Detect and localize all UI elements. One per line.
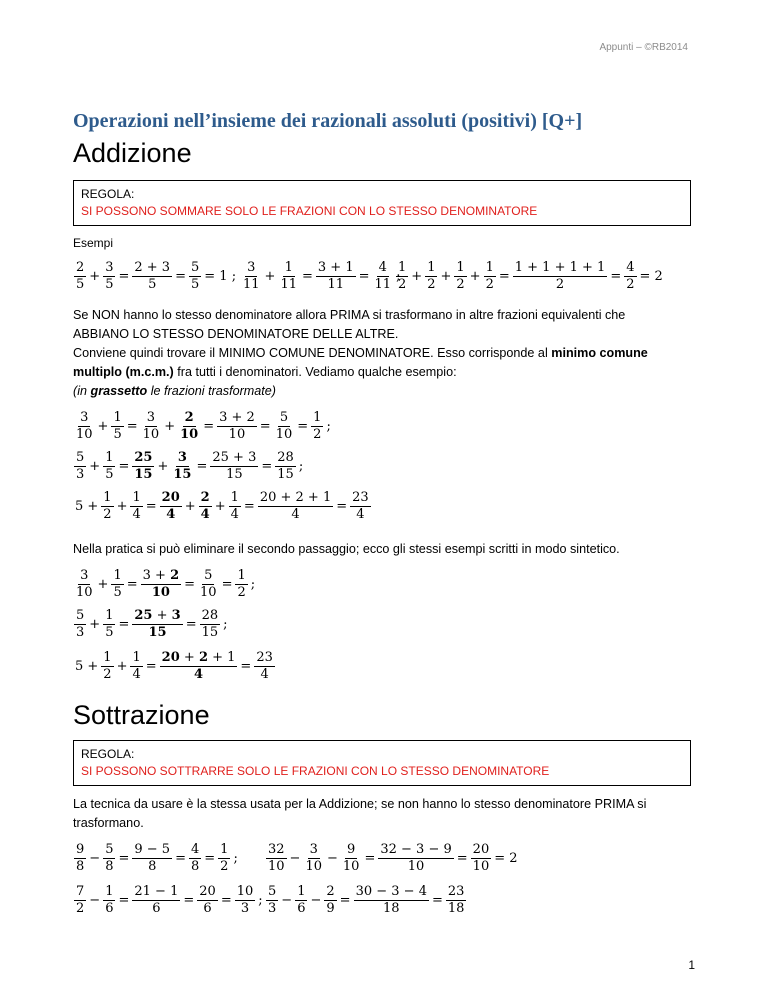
formula-sub-1: 9 8 − $\frac{5}{8}$ = $\frac{9 - 5}{8}$ = $\frac{4}{8}$ = $\frac{1}{2}$ ; — [76, 842, 238, 874]
rule-label: REGOLA: — [81, 747, 135, 761]
rule-text: SI POSSONO SOMMARE SOLO LE FRAZIONI CON LO STESSO DENOMINATORE — [81, 204, 538, 218]
formula-mcm-2: 5 3 + $\frac{1}{5}$ = $\frac{25}{15}$ + $\frac{3}{15}$ = $\frac{25 + 3}{15}$ = $\frac{28}{15}$ ; — [76, 450, 304, 482]
rule-box-sottrazione — [73, 740, 691, 786]
formula-add-2: 3 11 + $\frac{1}{11}$ = $\frac{3 + 1}{11}$ = $\frac{4}{11}$ ; — [243, 260, 401, 292]
formula-sub-3: 7 2 − $\frac{1}{6}$ = $\frac{21 - 1}{6}$ = $\frac{20}{6}$ = $\frac{10}{3}$ ; — [76, 884, 263, 916]
esempi-label: Esempi — [73, 236, 114, 250]
formula-sint-3: 5 + $\frac{1}{2}$ + $\frac{1}{4}$ = $\frac{20 + 2 + 1}{4}$ = $\frac{23}{4}$ — [75, 650, 273, 682]
formula-mcm-1: 3 10 + $\frac{1}{5}$ = $\frac{3}{10}$ + $\frac{2}{10}$ = $\frac{3 + 2}{10}$ = $\frac{5}{10}$ = $\frac{1}{2}$ ; — [76, 410, 331, 442]
paragraph-sottrazione: La tecnica da usare è la stessa usata per la Addizione; se non hanno lo stesso denominatore PRIMA si trasformano. — [73, 797, 647, 830]
formula-mcm-3: 5 + $\frac{1}{2}$ + $\frac{1}{4}$ = $\frac{20}{4}$ + $\frac{2}{4}$ + $\frac{1}{4}$ = $\frac{20 + 2 + 1}{4}$ = $\frac{23}{4}$ — [75, 490, 369, 522]
paragraph-synthetic: Nella pratica si può eliminare il secondo passaggio; ecco gli stessi esempi scritti in modo sintetico. — [73, 542, 620, 556]
formula-add-1: 2 5 + $\frac{3}{5}$ = $\frac{2 + 3}{5}$ = $\frac{5}{5}$ = 1 ; — [76, 260, 237, 292]
heading-addizione: Addizione — [73, 138, 192, 168]
rule-label: REGOLA: — [81, 187, 135, 201]
paragraph-common-denominator: Se NON hanno lo stesso denominatore allora PRIMA si trasformano in altre frazioni equivalenti che ABBIANO LO STESSO DENOMINATORE DELLE ALTRE. Conviene quindi trovare il MINIMO COMUNE DENOMINATORE. Esso corrisponde al minimo comune multiplo (m.c.m.) fra tutti i denominatori. Vediamo qualche esempio: (in grassetto le frazioni trasformate) — [73, 308, 648, 398]
rule-box-addizione — [73, 180, 691, 226]
formula-sub-4: 5 3 − $\frac{1}{6}$ − $\frac{2}{9}$ = $\frac{30 - 3 - 4}{18}$ = $\frac{23}{18}$ — [268, 884, 465, 916]
page-number: 1 — [688, 958, 695, 972]
formula-sint-2: 5 3 + $\frac{1}{5}$ = $\frac{25 + 3}{15}$ = $\frac{28}{15}$ ; — [76, 608, 228, 640]
formula-add-3: 1 2 + $\frac{1}{2}$ + $\frac{1}{2}$ + $\frac{1}{2}$ = $\frac{1 + 1 + 1 + 1}{2}$ = $\frac{4}{2}$ = 2 — [398, 260, 663, 292]
page-title: Operazioni nell’insieme dei razionali assoluti (positivi) [Q+] — [73, 110, 583, 132]
formula-sub-2: 32 10 − $\frac{3}{10}$ − $\frac{9}{10}$ = $\frac{32 - 3 - 9}{10}$ = $\frac{20}{10}$ = 2 — [268, 842, 518, 874]
heading-sottrazione: Sottrazione — [73, 700, 210, 730]
formula-sint-1: 3 10 + $\frac{1}{5}$ = $\frac{3 + 2}{10}$ = $\frac{5}{10}$ = $\frac{1}{2}$ ; — [76, 568, 256, 600]
rule-text: SI POSSONO SOTTRARRE SOLO LE FRAZIONI CON LO STESSO DENOMINATORE — [81, 764, 550, 778]
page-header: Appunti – ©RB2014 — [599, 42, 688, 53]
